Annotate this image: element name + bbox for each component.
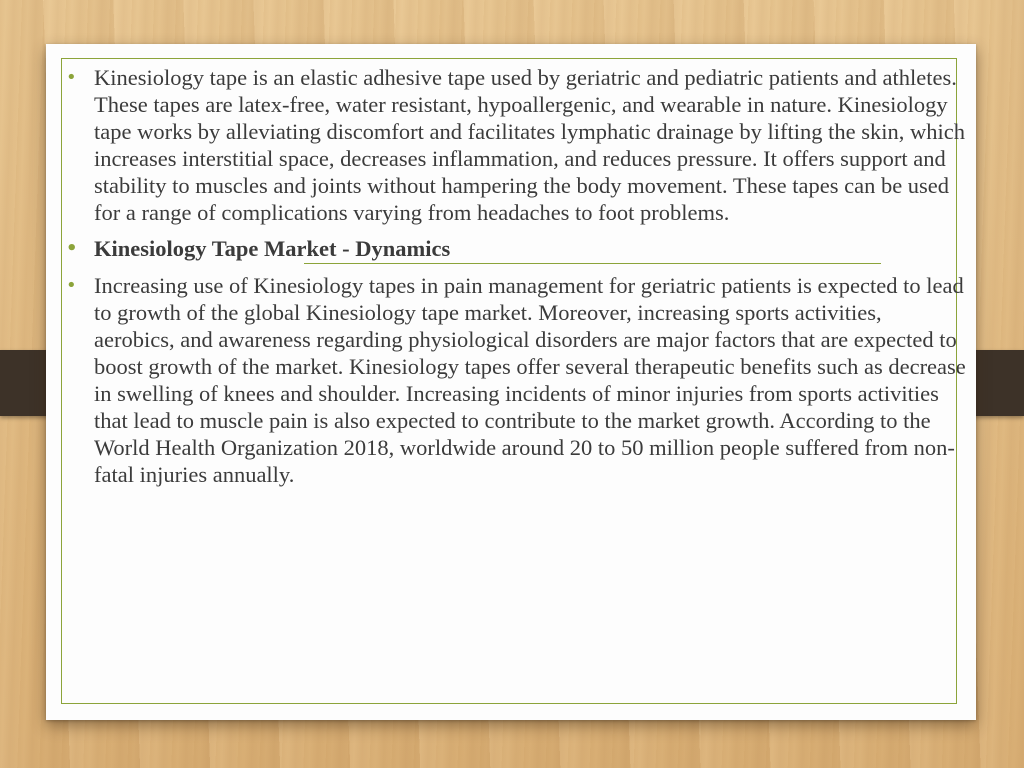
bullet-icon: • [66, 275, 77, 296]
paragraph-text: Kinesiology tape is an elastic adhesive tape used by geriatric and pediatric patients and athletes. These tapes are latex-free, water resistant, hypoallergenic, and wearable in nature. Kinesiology tape works by alleviating discomfort and facilitates lymphatic drainage by lifting the skin, which increases interstitial space, decreases inflammation, and reduces pressure. It offers support and stability to muscles and joints without hampering the body movement. These tapes can be used for a range of complications varying from headaches to foot problems. [94, 65, 966, 225]
bullet-icon: • [66, 67, 77, 88]
bullet-icon: • [66, 238, 78, 259]
paragraph-text: Increasing use of Kinesiology tapes in pain management for geriatric patients is expected to lead to growth of the global Kinesiology tape market. Moreover, increasing sports activities, aerobics, and awareness regarding physiological disorders are major factors that are expected to boost growth of the market. Kinesiology tapes offer several therapeutic benefits such as decrease in swelling of knees and shoulder. Increasing incidents of minor injuries from sports activities that lead to muscle pain is also expected to contribute to the market growth. According to the World Health Organization 2018, worldwide around 20 to 50 million people suffered from non-fatal injuries annually. [94, 273, 966, 487]
slide-content [66, 64, 966, 488]
bullet-heading-dynamics [66, 235, 966, 262]
section-heading: Kinesiology Tape Market - Dynamics [94, 236, 451, 261]
bullet-paragraph-intro [66, 64, 966, 226]
slide-paper [46, 44, 976, 720]
bullet-paragraph-dynamics [66, 272, 966, 488]
